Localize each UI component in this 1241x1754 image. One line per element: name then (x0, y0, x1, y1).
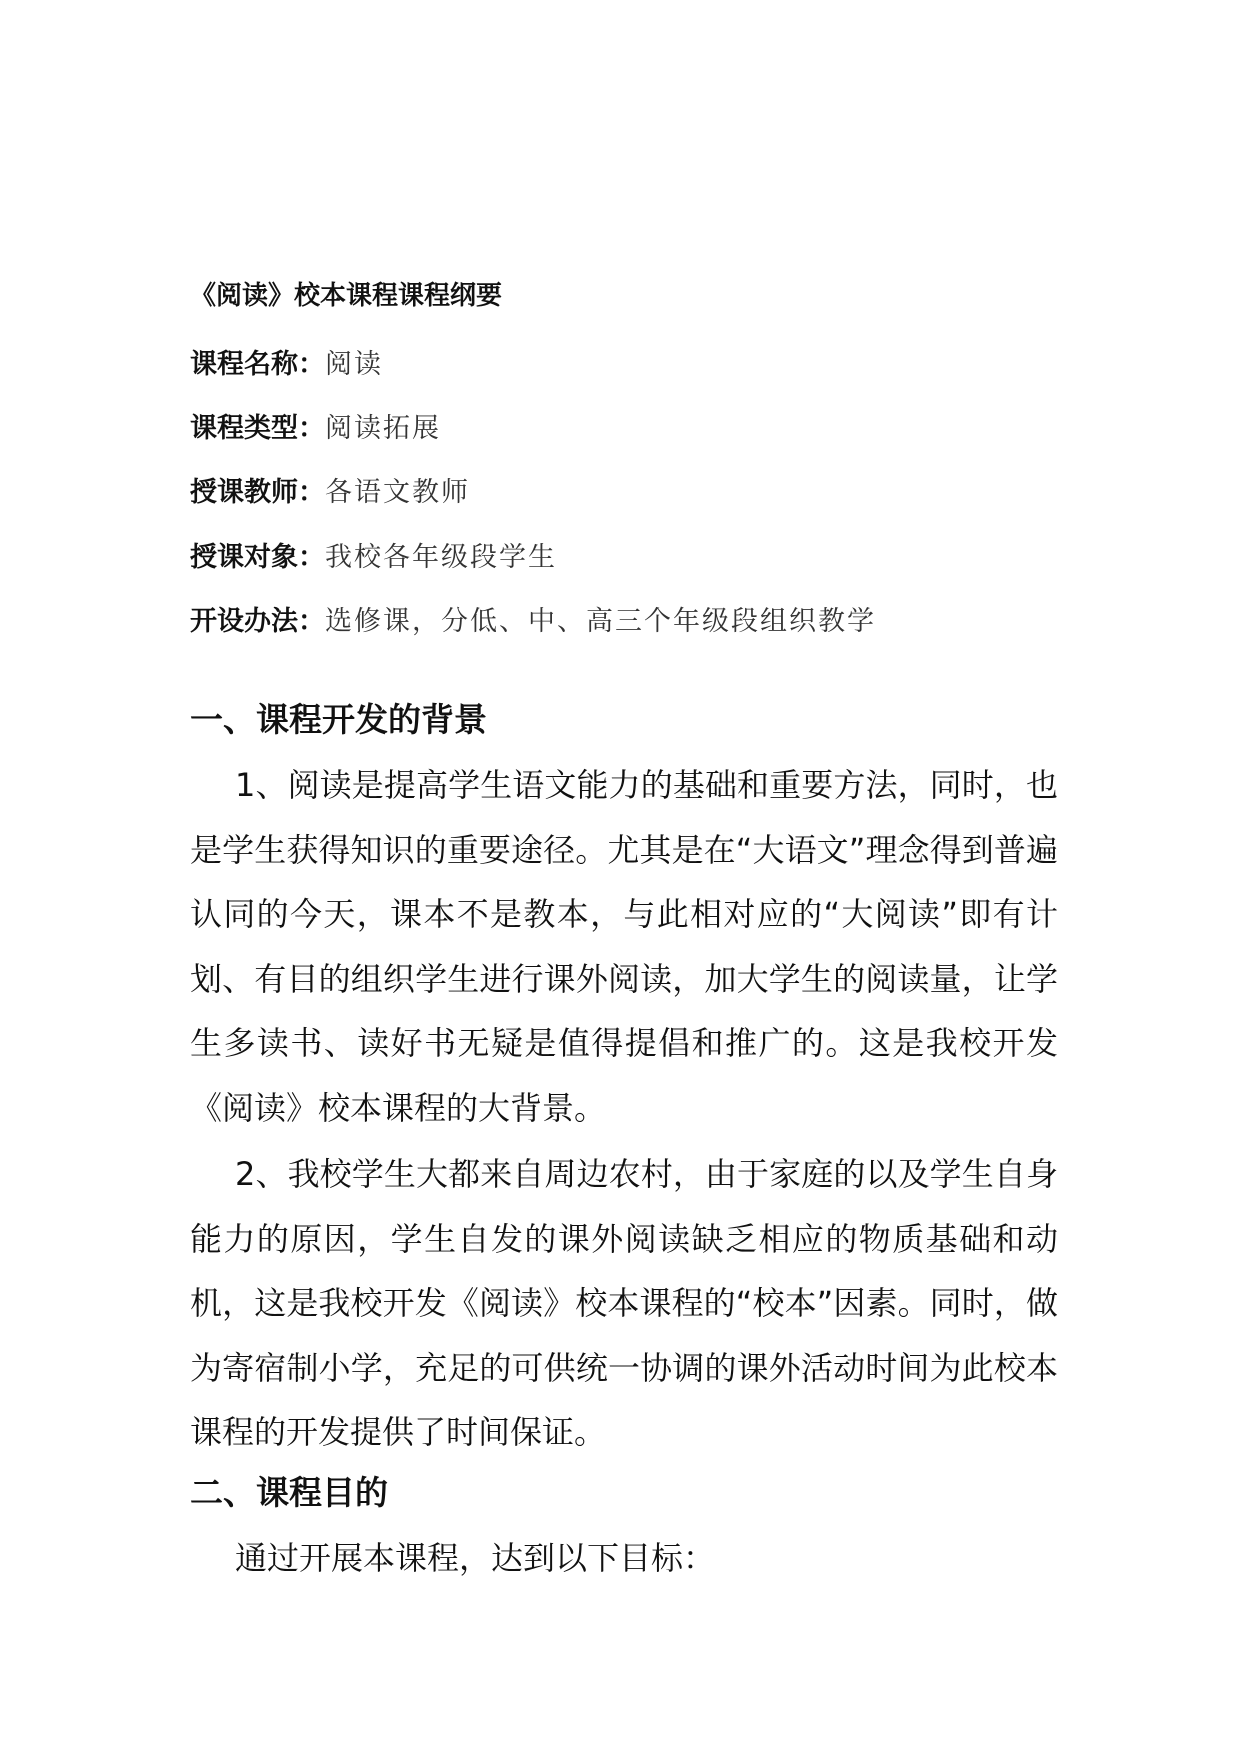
meta-teacher (190, 472, 470, 513)
meta-method (190, 601, 876, 642)
meta-audience (190, 537, 557, 578)
meta-label: 开设办法： (190, 606, 325, 637)
meta-value: 选修课，分低、中、高三个年级段组织教学 (325, 606, 876, 637)
meta-course-name (190, 344, 383, 385)
meta-label: 授课教师： (190, 477, 325, 508)
section-heading-background: 一、课程开发的背景 (190, 700, 487, 739)
meta-value: 阅读 (325, 349, 383, 380)
meta-label: 课程名称： (190, 349, 325, 380)
meta-label: 课程类型： (190, 413, 325, 444)
meta-label: 授课对象： (190, 542, 325, 573)
paragraph-background-1: 1、阅读是提高学生语文能力的基础和重要方法，同时，也是学生获得知识的重要途径。尤其是在“大语文”理念得到普遍认同的今天，课本不是教本，与此相对应的“大阅读”即有计划、有目的组织学生进行课外阅读，加大学生的阅读量，让学生多读书、读好书无疑是值得提倡和推广的。这是我校开发《阅读》校本课程的大背景。 (190, 766, 1058, 1127)
meta-value: 我校各年级段学生 (325, 542, 557, 573)
meta-value: 各语文教师 (325, 477, 470, 508)
paragraph-purpose-intro: 通过开展本课程，达到以下目标： (235, 1539, 716, 1577)
meta-course-type (190, 408, 441, 449)
section-heading-purpose: 二、课程目的 (190, 1473, 388, 1512)
meta-value: 阅读拓展 (325, 413, 441, 444)
document-title: 《阅读》校本课程课程纲要 (190, 281, 503, 311)
paragraph-background-2: 2、我校学生大都来自周边农村，由于家庭的以及学生自身能力的原因，学生自发的课外阅读缺乏相应的物质基础和动机，这是我校开发《阅读》校本课程的“校本”因素。同时，做为寄宿制小学，充足的可供统一协调的课外活动时间为此校本课程的开发提供了时间保证。 (190, 1155, 1058, 1451)
